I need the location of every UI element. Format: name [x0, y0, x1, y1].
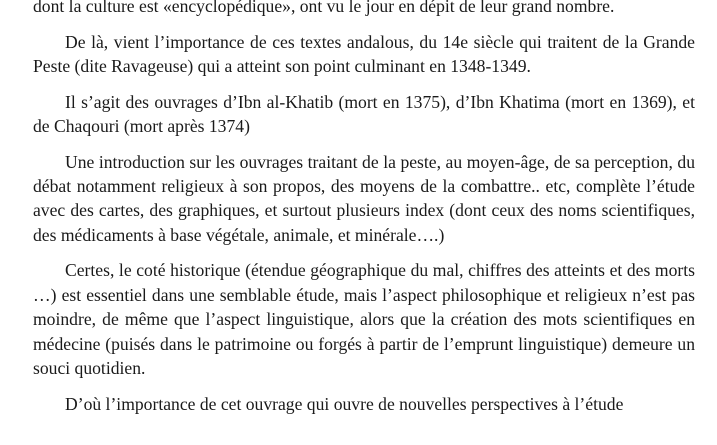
- paragraph-andalusian-texts: De là, vient l’importance de ces textes andalous, du 14e siècle qui traitent de la Grande Peste (dite Ravageuse) qui a atteint son point culminant en 1348-1349.: [33, 31, 695, 76]
- paragraph-historical-aspect: Certes, le coté historique (étendue géographique du mal, chiffres des atteints et des morts …) est essentiel dans une semblable étude, mais l’aspect philosophique et religieux n’est pas moindre, de même que l’aspect linguistique, alors que la création des mots scientifiques en médecine (puisés dans le patrimoine ou forgés à partir de l’emprunt linguistique) demeure un souci quotidien.: [33, 260, 695, 379]
- paragraph-importance: D’où l’importance de cet ouvrage qui ouvre de nouvelles perspectives à l’étude: [65, 393, 624, 414]
- paragraph-authors: Il s’agit des ouvrages d’Ibn al-Khatib (mort en 1375), d’Ibn Khatima (mort en 1369), et de Chaqouri (mort après 1374): [33, 91, 695, 136]
- paragraph-introduction: Une introduction sur les ouvrages traitant de la peste, au moyen-âge, de sa perception, du débat notamment religieux à son propos, des moyens de la combattre.. etc, complète l’étude avec des cartes, des graphiques, et surtout plusieurs index (dont ceux des noms scientifiques, des médicaments à base végétale, animale, et minérale….): [33, 151, 695, 245]
- paragraph-continuation: dont la culture est «encyclopédique», ont vu le jour en dépit de leur grand nombre.: [33, 0, 615, 16]
